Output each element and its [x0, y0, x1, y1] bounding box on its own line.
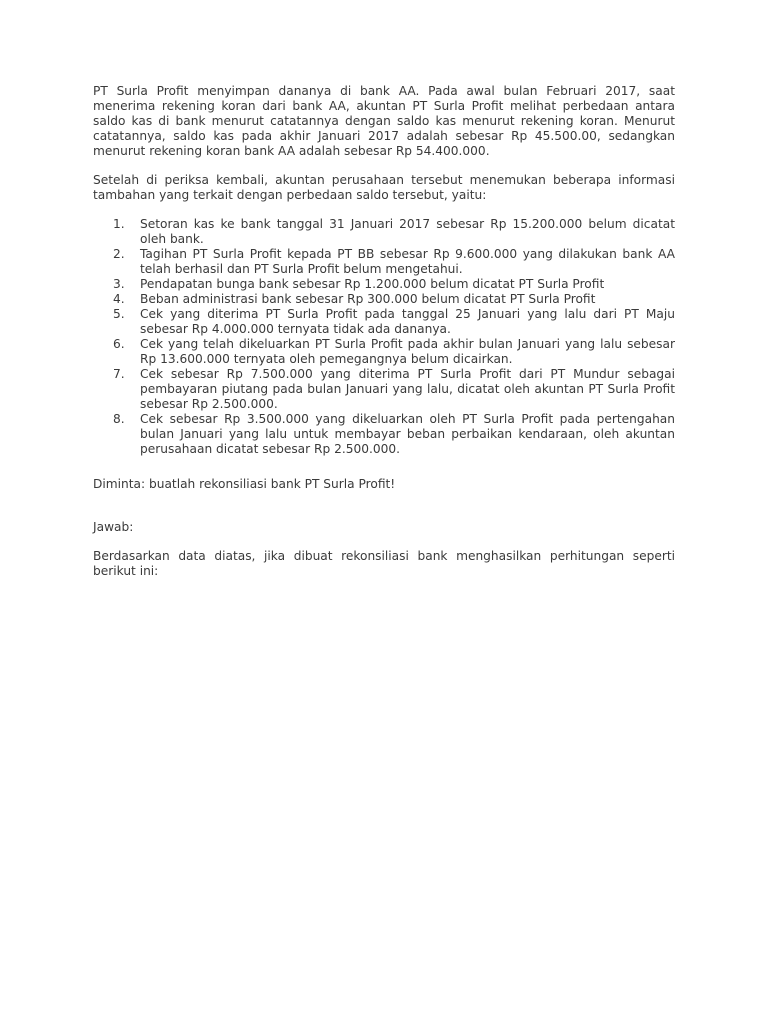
- list-item-number: 2.: [113, 247, 125, 261]
- list-item: [93, 367, 675, 412]
- list-item: [93, 217, 675, 247]
- list-item-text: Cek yang diterima PT Surla Profit pada tanggal 25 Januari yang lalu dari PT Maju sebesar Rp 4.000.000 ternyata tidak ada dananya.: [140, 307, 675, 336]
- list-item-text: Cek sebesar Rp 7.500.000 yang diterima PT Surla Profit dari PT Mundur sebagai pembayaran piutang pada bulan Januari yang lalu, dicatat oleh akuntan PT Surla Profit sebesar Rp 2.500.000.: [140, 367, 675, 411]
- list-item-number: 7.: [113, 367, 125, 381]
- list-item-number: 5.: [113, 307, 125, 321]
- list-item: [93, 292, 675, 307]
- list-item-text: Setoran kas ke bank tanggal 31 Januari 2017 sebesar Rp 15.200.000 belum dicatat oleh bank.: [140, 217, 675, 246]
- list-item-text: Pendapatan bunga bank sebesar Rp 1.200.000 belum dicatat PT Surla Profit: [140, 277, 605, 291]
- intro-paragraph: PT Surla Profit menyimpan dananya di bank AA. Pada awal bulan Februari 2017, saat menerima rekening koran dari bank AA, akuntan PT Surla Profit melihat perbedaan antara saldo kas di bank menurut catatannya dengan saldo kas menurut rekening koran. Menurut catatannya, saldo kas pada akhir Januari 2017 adalah sebesar Rp 45.500.00, sedangkan menurut rekening koran bank AA adalah sebesar Rp 54.400.000.: [93, 84, 675, 158]
- task-paragraph: Diminta: buatlah rekonsiliasi bank PT Surla Profit!: [93, 477, 396, 491]
- info-list: [93, 217, 675, 457]
- list-item: [93, 247, 675, 277]
- answer-paragraph: Berdasarkan data diatas, jika dibuat rekonsiliasi bank menghasilkan perhitungan seperti berikut ini:: [93, 549, 675, 578]
- answer-label: Jawab:: [93, 520, 134, 534]
- list-item: [93, 277, 675, 292]
- list-item-number: 4.: [113, 292, 125, 306]
- list-item-number: 3.: [113, 277, 125, 291]
- list-item-number: 1.: [113, 217, 125, 231]
- list-item-number: 8.: [113, 412, 125, 426]
- list-item: [93, 412, 675, 457]
- spacer: [93, 506, 675, 520]
- document-page: [93, 84, 675, 593]
- list-item: [93, 337, 675, 367]
- list-item: [93, 307, 675, 337]
- list-item-text: Cek sebesar Rp 3.500.000 yang dikeluarkan oleh PT Surla Profit pada pertengahan bulan Januari yang lalu untuk membayar beban perbaikan kendaraan, oleh akuntan perusahaan dicatat sebesar Rp 2.500.000.: [140, 412, 675, 456]
- list-item-text: Cek yang telah dikeluarkan PT Surla Profit pada akhir bulan Januari yang lalu sebesar Rp 13.600.000 ternyata oleh pemegangnya belum dicairkan.: [140, 337, 675, 366]
- list-item-text: Tagihan PT Surla Profit kepada PT BB sebesar Rp 9.600.000 yang dilakukan bank AA telah berhasil dan PT Surla Profit belum mengetahui.: [140, 247, 675, 276]
- lead-paragraph: Setelah di periksa kembali, akuntan perusahaan tersebut menemukan beberapa informasi tambahan yang terkait dengan perbedaan saldo tersebut, yaitu:: [93, 173, 675, 202]
- list-item-text: Beban administrasi bank sebesar Rp 300.000 belum dicatat PT Surla Profit: [140, 292, 596, 306]
- list-item-number: 6.: [113, 337, 125, 351]
